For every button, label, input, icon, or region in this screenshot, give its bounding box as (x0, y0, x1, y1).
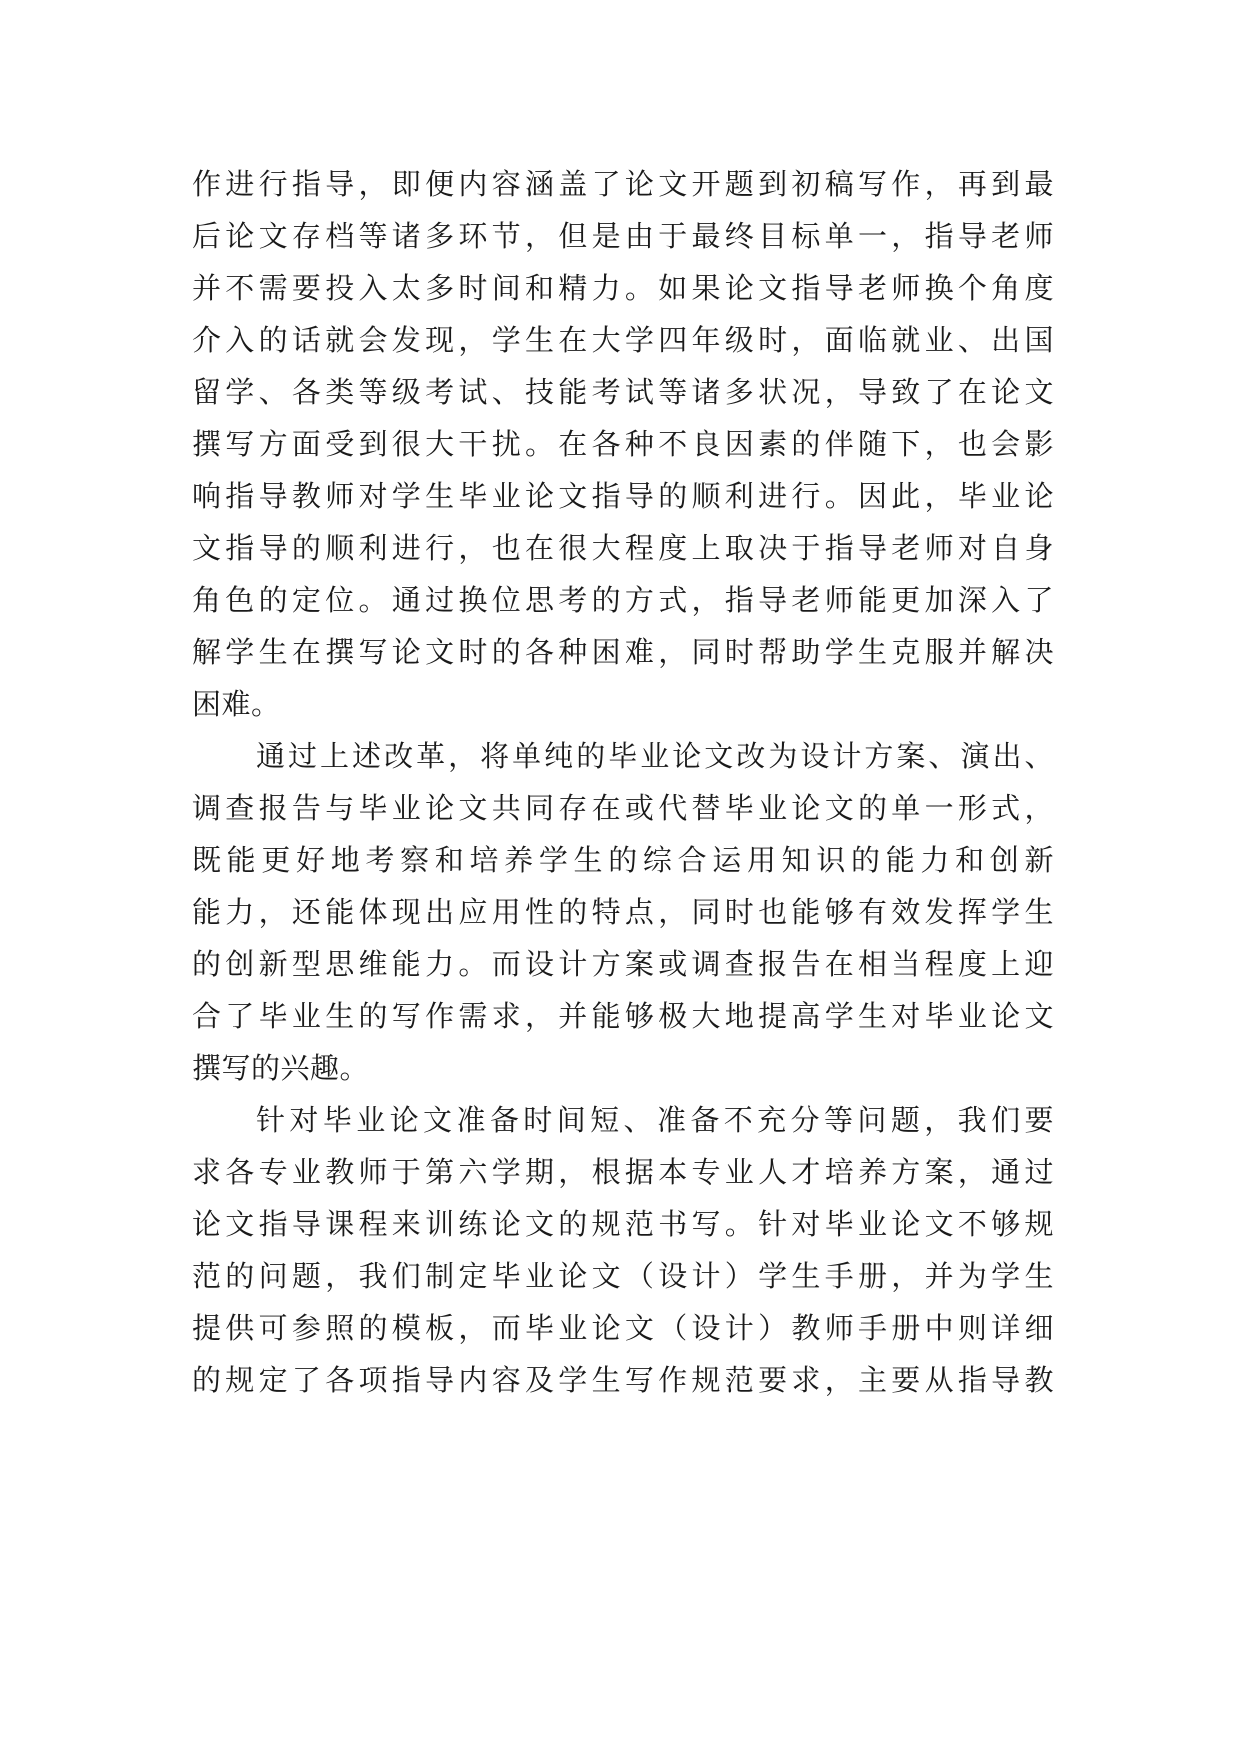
text-line: 响指导教师对学生毕业论文指导的顺利进行。因此，毕业论 (192, 479, 1054, 513)
body-text (192, 158, 1054, 1406)
text-line: 撰写方面受到很大干扰。在各种不良因素的伴随下，也会影 (192, 427, 1054, 461)
text-line: 通过上述改革，将单纯的毕业论文改为设计方案、演出、 (256, 739, 1054, 773)
text-line: 留学、各类等级考试、技能考试等诸多状况，导致了在论文 (192, 375, 1054, 409)
text-line: 介入的话就会发现，学生在大学四年级时，面临就业、出国 (192, 323, 1054, 357)
text-line: 既能更好地考察和培养学生的综合运用知识的能力和创新 (192, 843, 1054, 877)
text-line: 角色的定位。通过换位思考的方式，指导老师能更加深入了 (192, 583, 1054, 617)
text-line: 能力，还能体现出应用性的特点，同时也能够有效发挥学生 (192, 895, 1054, 929)
text-line: 的规定了各项指导内容及学生写作规范要求，主要从指导教 (192, 1363, 1054, 1397)
text-line: 针对毕业论文准备时间短、准备不充分等问题，我们要 (256, 1103, 1054, 1137)
text-line: 后论文存档等诸多环节，但是由于最终目标单一，指导老师 (192, 219, 1054, 253)
text-line: 撰写的兴趣。 (192, 1051, 370, 1085)
text-line: 文指导的顺利进行，也在很大程度上取决于指导老师对自身 (192, 531, 1054, 565)
paragraph-2 (192, 730, 1054, 1094)
text-line: 困难。 (192, 687, 281, 721)
text-line: 提供可参照的模板，而毕业论文（设计）教师手册中则详细 (192, 1311, 1054, 1345)
text-line: 作进行指导，即便内容涵盖了论文开题到初稿写作，再到最 (192, 167, 1054, 201)
text-line: 论文指导课程来训练论文的规范书写。针对毕业论文不够规 (192, 1207, 1054, 1241)
text-line: 并不需要投入太多时间和精力。如果论文指导老师换个角度 (192, 271, 1054, 305)
text-line: 的创新型思维能力。而设计方案或调查报告在相当程度上迎 (192, 947, 1054, 981)
text-line: 范的问题，我们制定毕业论文（设计）学生手册，并为学生 (192, 1259, 1054, 1293)
paragraph-1 (192, 158, 1054, 730)
text-line: 调查报告与毕业论文共同存在或代替毕业论文的单一形式， (192, 791, 1054, 825)
text-line: 求各专业教师于第六学期，根据本专业人才培养方案，通过 (192, 1155, 1054, 1189)
text-line: 合了毕业生的写作需求，并能够极大地提高学生对毕业论文 (192, 999, 1054, 1033)
paragraph-3 (192, 1094, 1054, 1406)
text-line: 解学生在撰写论文时的各种困难，同时帮助学生克服并解决 (192, 635, 1054, 669)
